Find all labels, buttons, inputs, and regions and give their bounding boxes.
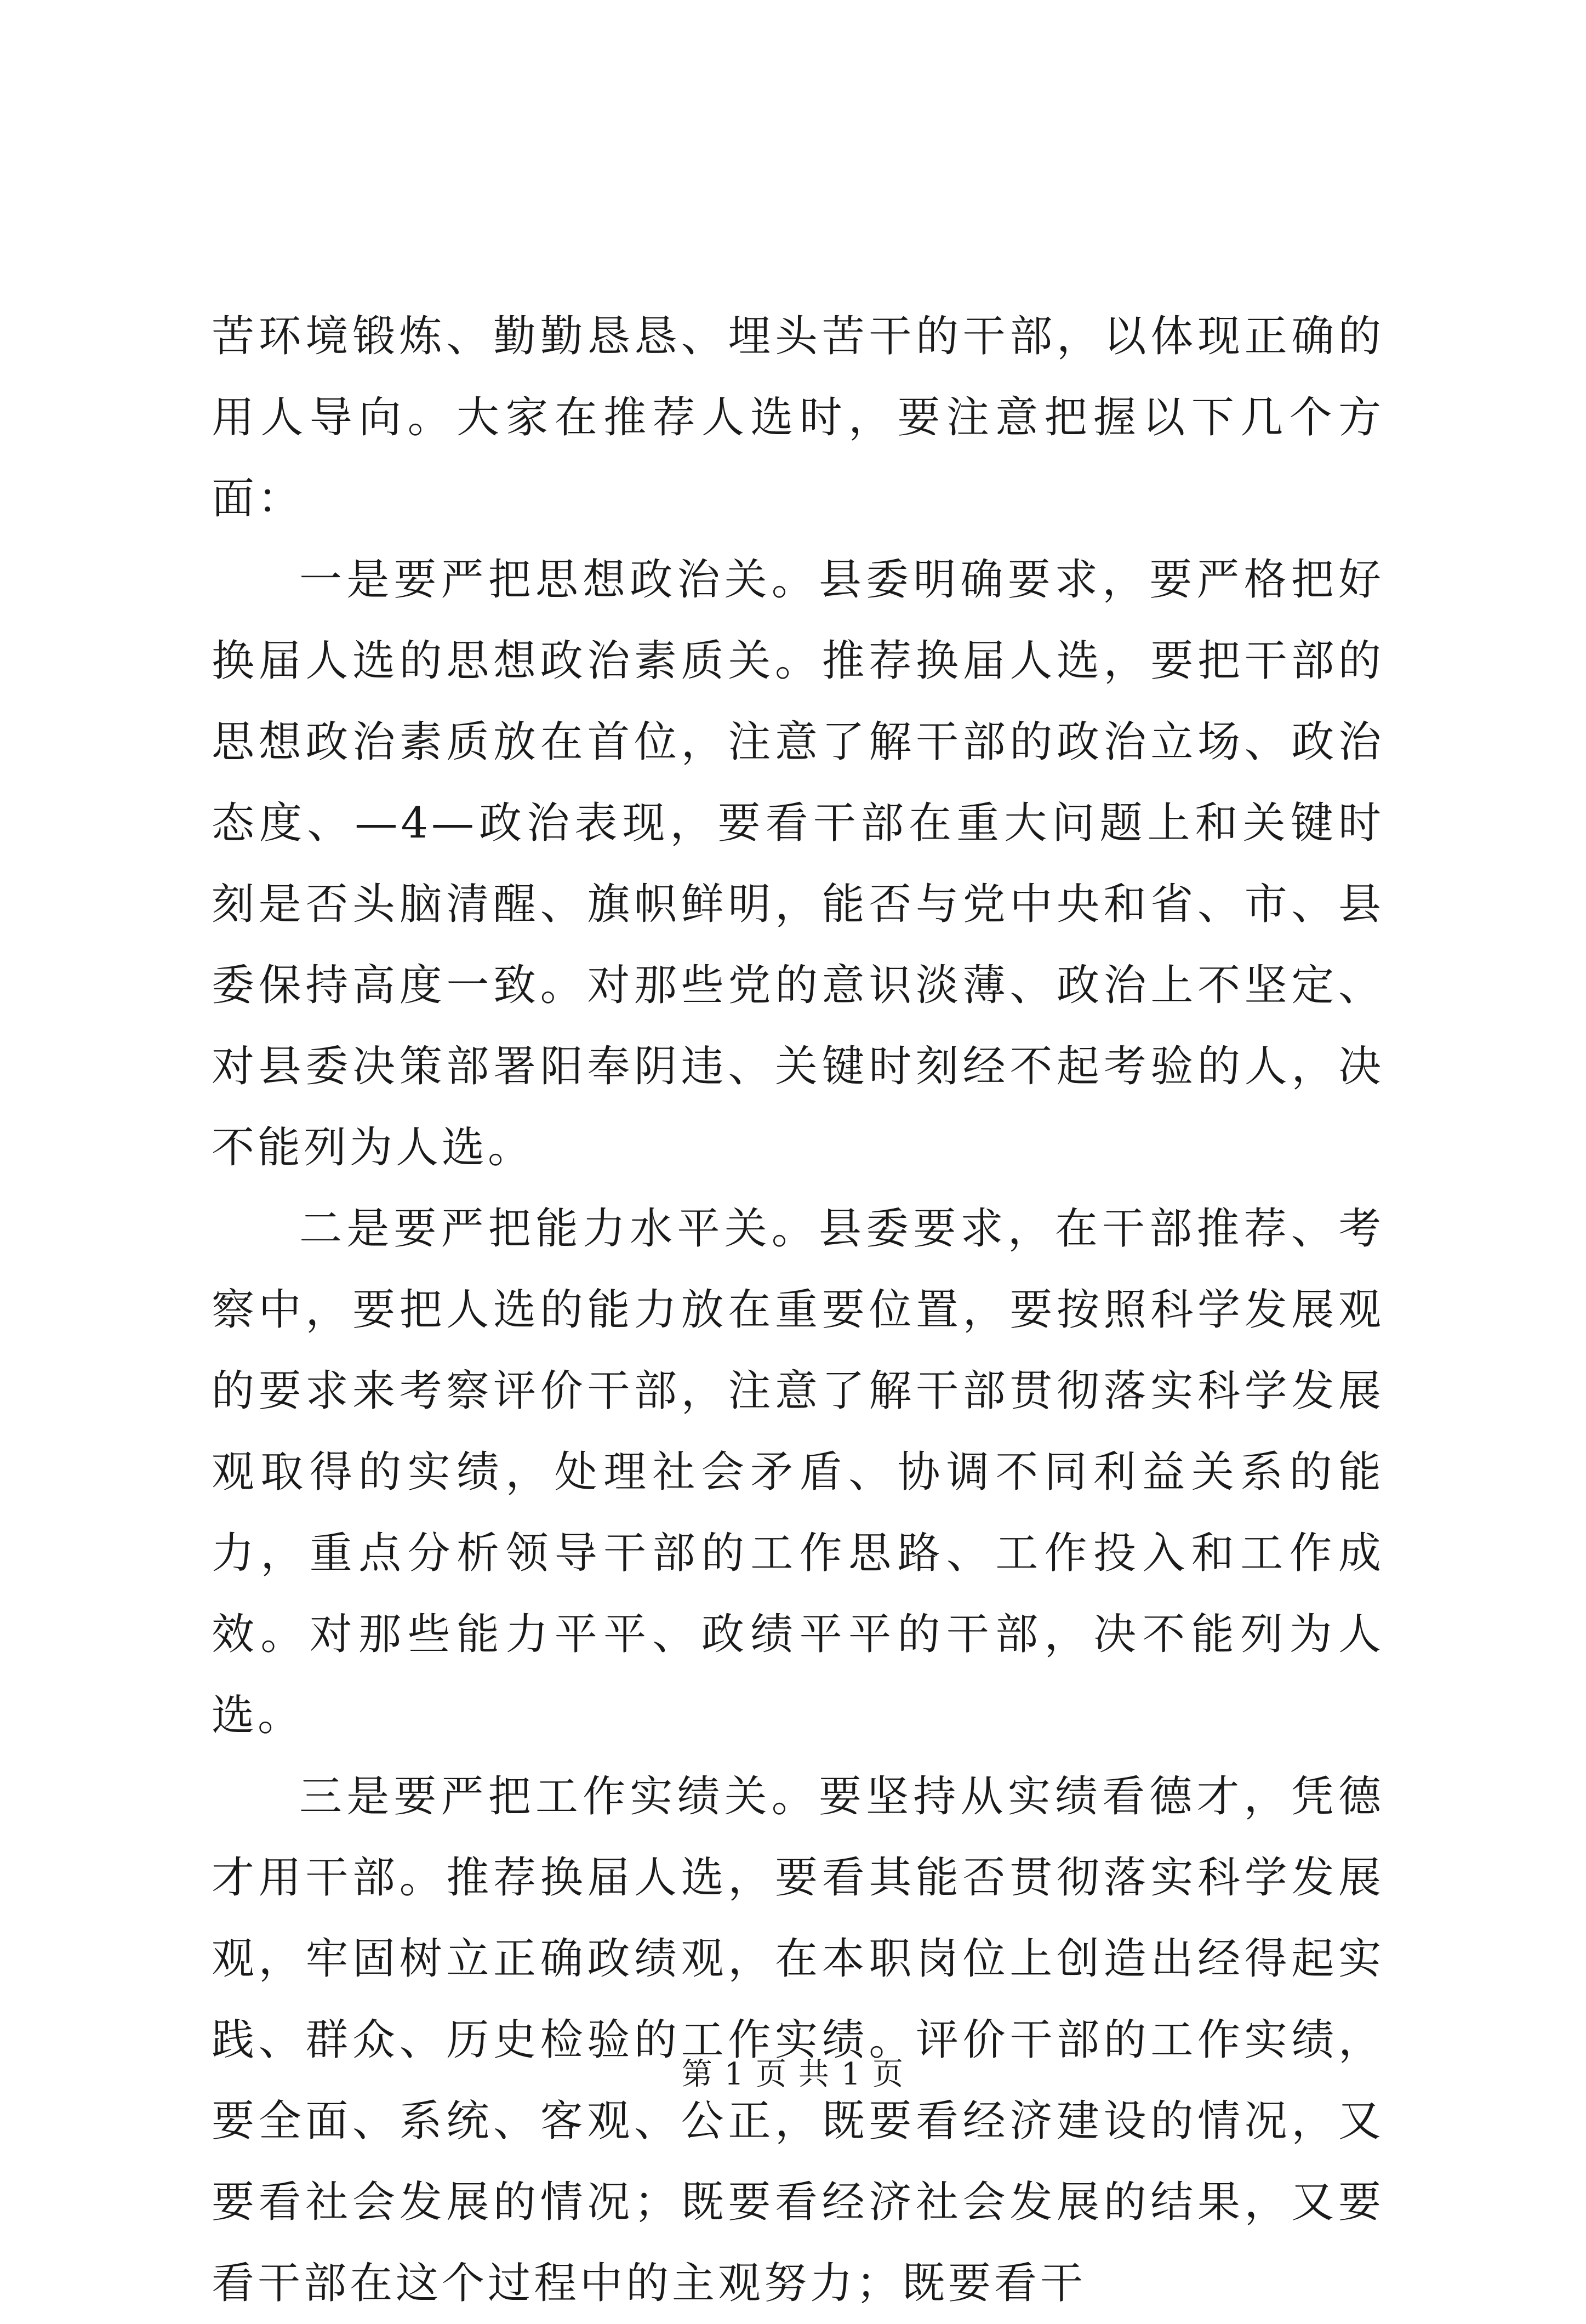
paragraph-4: 三是要严把工作实绩关。要坚持从实绩看德才，凭德才用干部。推荐换届人选，要看其能否贯彻落实科学发展观，牢固树立正确政绩观，在本职岗位上创造出经得起实践、群众、历史检验的工作实绩。评价干部的工作实绩，要全面、系统、客观、公正，既要看经济建设的情况，又要看社会发展的情况；既要看经济社会发展的结果，又要看干部在这个过程中的主观努力；既要看干 xyxy=(212,1772,1384,2308)
page-footer: 第 1 页 共 1 页 xyxy=(681,2057,905,2092)
paragraph-1: 苦环境锻炼、勤勤恳恳、埋头苦干的干部，以体现正确的用人导向。大家在推荐人选时，要注意把握以下几个方面： xyxy=(212,312,1384,523)
paragraph-3: 二是要严把能力水平关。县委要求，在干部推荐、考察中，要把人选的能力放在重要位置，要按照科学发展观的要求来考察评价干部，注意了解干部贯彻落实科学发展观取得的实绩，处理社会矛盾、协调不同利益关系的能力，重点分析领导干部的工作思路、工作投入和工作成效。对那些能力平平、政绩平平的干部，决不能列为人选。 xyxy=(212,1204,1384,1740)
paragraph-2: 一是要严把思想政治关。县委明确要求，要严格把好换届人选的思想政治素质关。推荐换届人选，要把干部的思想政治素质放在首位，注意了解干部的政治立场、政治态度、—4—政治表现，要看干部在重大问题上和关键时刻是否头脑清醒、旗帜鲜明，能否与党中央和省、市、县委保持高度一致。对那些党的意识淡薄、政治上不坚定、对县委决策部署阳奉阴违、关键时刻经不起考验的人，决不能列为人选。 xyxy=(212,555,1384,1172)
document-body xyxy=(212,296,1384,2324)
